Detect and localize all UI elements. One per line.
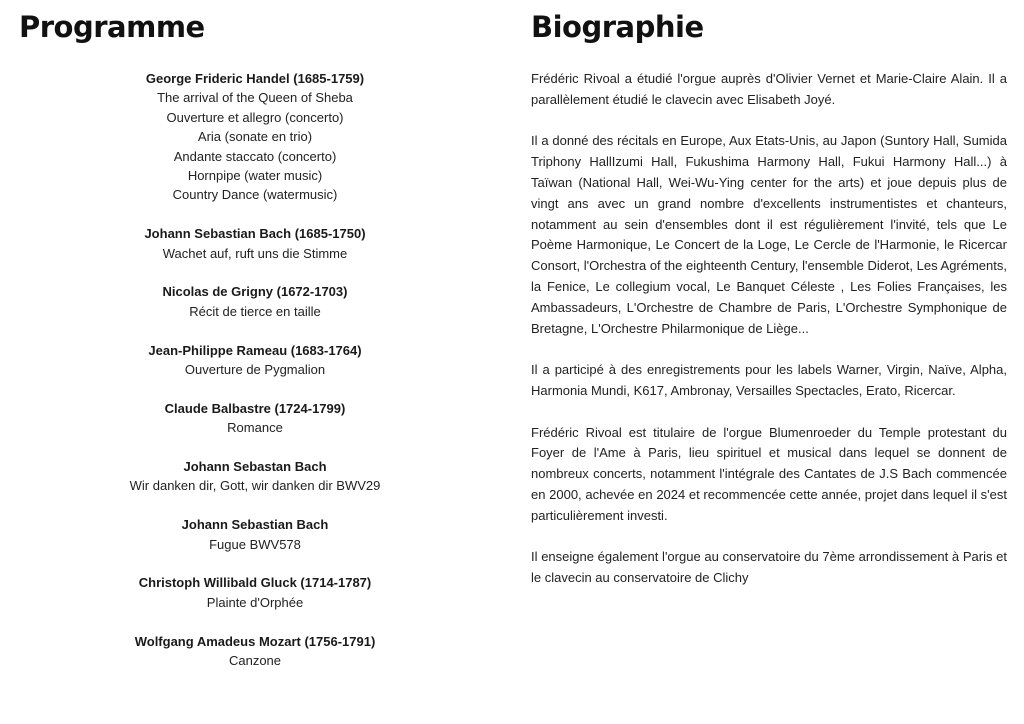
programme-group	[112, 515, 398, 554]
programme-group	[112, 341, 398, 380]
programme-group	[112, 224, 398, 263]
composer-name: Claude Balbastre (1724-1799)	[164, 400, 346, 416]
composer-name: Wolfgang Amadeus Mozart (1756-1791)	[134, 633, 376, 649]
programme-group	[112, 282, 398, 321]
work-title: Récit de tierce en taille	[189, 303, 321, 319]
composer-name: Jean-Philippe Rameau (1683-1764)	[148, 342, 362, 358]
work-title: Romance	[227, 420, 283, 436]
composer-name: Johann Sebastan Bach	[183, 459, 327, 475]
biography-paragraph: Il a participé à des enregistrements pour les labels Warner, Virgin, Naïve, Alpha, Harmonia Mundi, K617, Ambronay, Versailles Spectacles, Erato, Ricercar.	[531, 362, 1007, 398]
work-title: Wir danken dir, Gott, wir danken dir BWV29	[129, 478, 381, 494]
programme-group	[112, 457, 398, 496]
biography-paragraph: Il a donné des récitals en Europe, Aux Etats-Unis, au Japon (Suntory Hall, Sumida Triphony HallIzumi Hall, Fukushima Harmony Hall, Fukui Harmony Hall...) à Taïwan (National Hall, Wei-Wu-Ying center for the arts) et joue depuis plus de vingt ans avec un grand nombre d'excellents instrumentistes et chanteurs, notamment au sein d'ensembles dont il est régulièrement l'invité, tels que Le Poème Harmonique, Le Concert de la Loge, Le Cercle de l'Harmonie, le Ricercar Consort, l'Orchestra of the eighteenth Century, l'ensemble Diderot, Les Agréments, la Fenice, Le collegium vocal, Le Banquet Céleste , Les Folies Françaises, les Ambassadeurs, L'Orchestre de Chambre de Paris, L'Orchestre Symphonique de Bretagne, L'Orchestre Philarmonique de Liège...	[531, 133, 1007, 336]
composer-name: Christoph Willibald Gluck (1714-1787)	[138, 575, 372, 591]
work-title: Fugue BWV578	[209, 536, 301, 552]
programme-heading: Programme	[19, 10, 205, 44]
work-title: Ouverture et allegro (concerto)	[166, 109, 344, 125]
composer-name: George Frideric Handel (1685-1759)	[145, 71, 365, 86]
work-title: Plainte d'Orphée	[206, 594, 304, 610]
biography-paragraph: Frédéric Rivoal a étudié l'orgue auprès d'Olivier Vernet et Marie-Claire Alain. Il a parallèlement étudié le clavecin avec Elisabeth Joyé.	[531, 71, 1007, 107]
programme-group	[112, 632, 398, 671]
biography-heading: Biographie	[531, 10, 704, 44]
composer-name: Johann Sebastian Bach	[181, 517, 329, 533]
biography-text	[531, 69, 1007, 610]
composer-name: Johann Sebastian Bach (1685-1750)	[144, 226, 366, 242]
work-title: The arrival of the Queen of Sheba	[157, 90, 353, 106]
work-title: Country Dance (watermusic)	[172, 187, 338, 203]
work-title: Wachet auf, ruft uns die Stimme	[162, 245, 348, 261]
programme-list	[112, 69, 398, 690]
work-title: Ouverture de Pygmalion	[184, 362, 326, 378]
biography-paragraph: Frédéric Rivoal est titulaire de l'orgue Blumenroeder du Temple protestant du Foyer de l'Ame à Paris, lieu spirituel et musical dans lequel se donnent de nombreux concerts, notamment l'intégrale des Cantates de J.S Bach commencée en 2000, achevée en 2024 et recommencée cette année, projet dans lequel il s'est particulièrement investi.	[531, 424, 1007, 523]
programme-group	[112, 69, 398, 205]
work-title: Andante staccato (concerto)	[173, 148, 337, 164]
work-title: Hornpipe (water music)	[187, 168, 323, 184]
biography-paragraph: Il enseigne également l'orgue au conservatoire du 7ème arrondissement à Paris et le clavecin au conservatoire de Clichy	[531, 549, 1007, 586]
programme-group	[112, 399, 398, 438]
work-title: Aria (sonate en trio)	[197, 129, 313, 145]
work-title: Canzone	[228, 653, 282, 669]
programme-group	[112, 573, 398, 612]
composer-name: Nicolas de Grigny (1672-1703)	[162, 284, 348, 300]
